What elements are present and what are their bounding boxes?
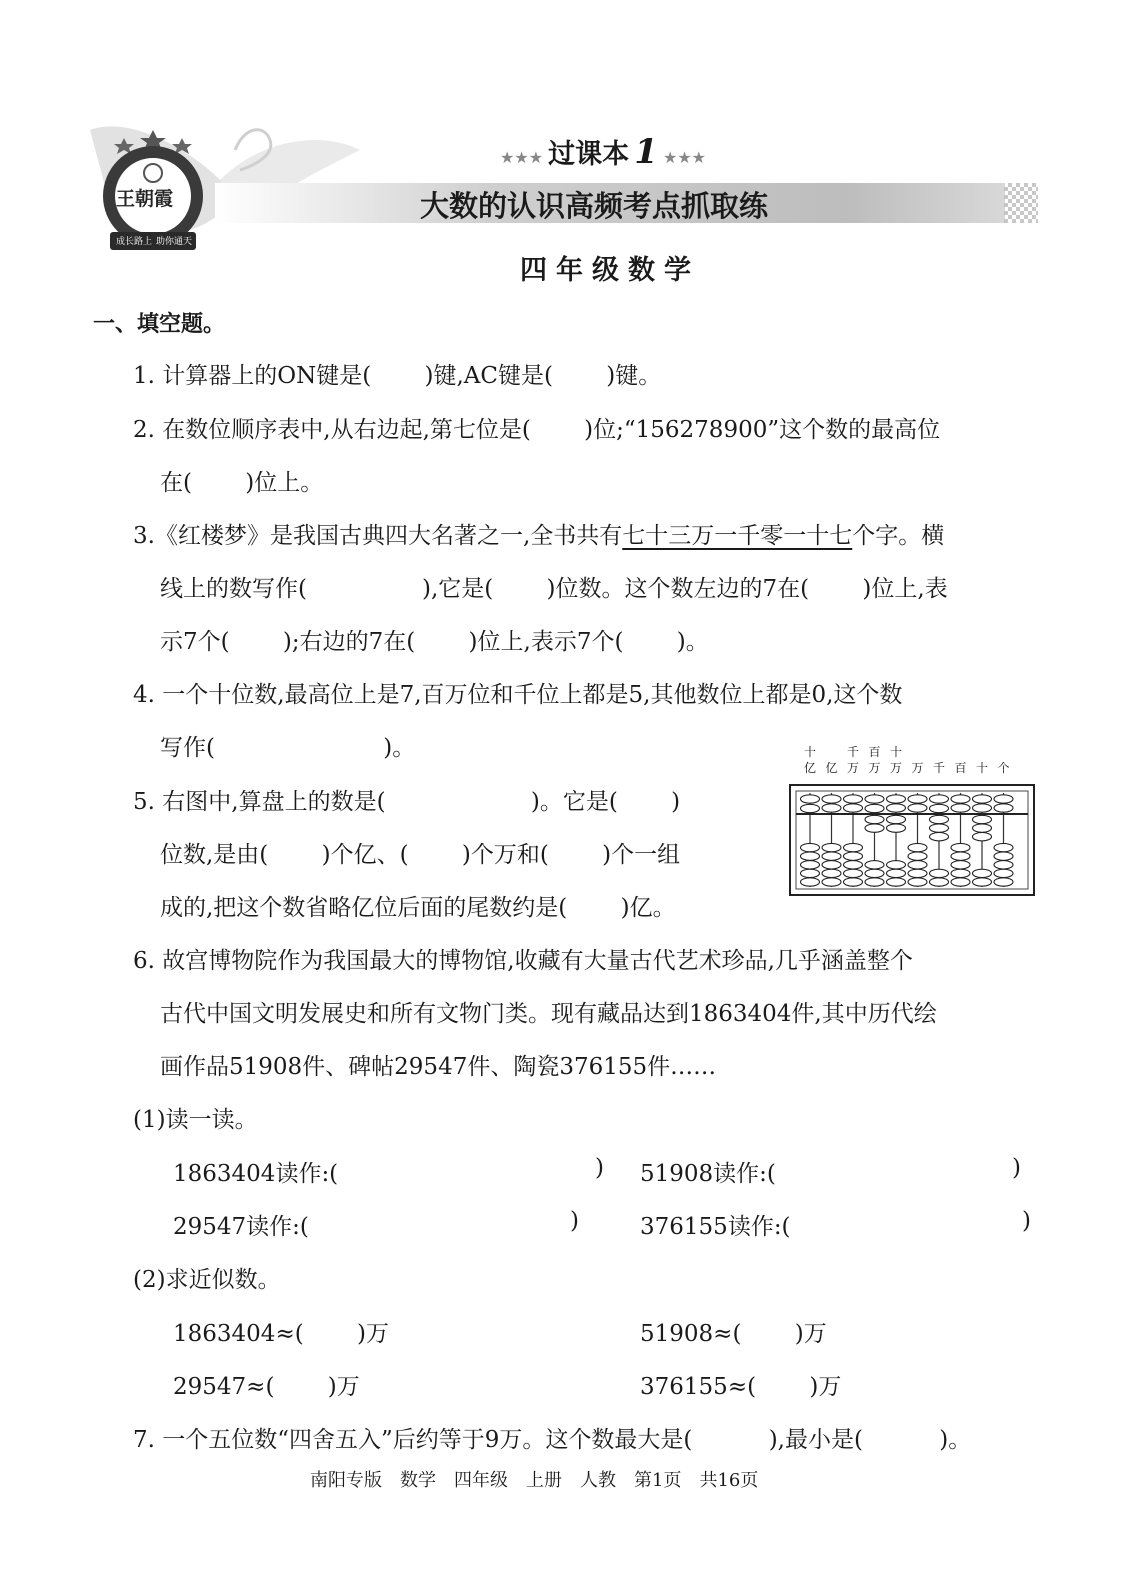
abacus-label-bottom: 亿 [825,761,838,775]
question-5-line-3: 成的,把这个数省略亿位后面的尾数约是( )亿。 [160,895,676,921]
page-footer: 南阳专版 数学 四年级 上册 人教 第1页 共16页 [310,1470,759,1491]
approx-item-4 [640,1368,841,1401]
abacus-bead [844,869,863,877]
page-title: 大数的认识高频考点抓取练 [420,189,769,223]
section-heading: 一、填空题。 [93,312,226,337]
abacus-bead [930,795,949,803]
abacus-bead [973,795,992,803]
abacus-bead [887,824,906,832]
approx-label: ≈( )万 [246,1374,360,1400]
abacus-bead [887,861,906,869]
abacus-bead [973,869,992,877]
read-item-3 [173,1208,309,1241]
abacus-bead [865,804,884,812]
stars-left-icon: ★★★ [500,148,544,167]
abacus-label-bottom: 万 [911,761,924,775]
abacus-bead [844,861,863,869]
abacus-bead [930,815,949,823]
read-label: 读作:( [275,1161,339,1187]
abacus-bead [994,878,1013,886]
read-number: 29547 [173,1214,247,1240]
sub-question-1: (1)读一读。 [133,1107,258,1133]
abacus-bead [951,843,970,851]
question-3-underlined: 七十三万一千零一十七 [622,523,853,549]
abacus-frame [788,783,1038,899]
abacus-bead [865,869,884,877]
abacus-label-top: 千 [847,745,860,759]
question-4-line-1: 4. 一个十位数,最高位上是7,百万位和千位上都是5,其他数位上都是0,这个数 [133,682,903,708]
abacus-bead [822,861,841,869]
abacus-bead [865,878,884,886]
abacus-bead [801,804,820,812]
logo-name: 王朝霞 [116,188,174,210]
abacus-bead [973,804,992,812]
approx-number: 1863404 [173,1321,276,1347]
question-6-line-3: 画作品51908件、碑帖29547件、陶瓷376155件…… [160,1054,717,1080]
abacus-bead [801,869,820,877]
approx-number: 376155 [640,1374,728,1400]
abacus-bead [973,815,992,823]
approx-label: ≈( )万 [713,1321,827,1347]
abacus-label-top: 百 [868,745,881,759]
abacus-bead [908,861,927,869]
series-heading [500,132,706,172]
abacus-bead [908,852,927,860]
abacus-bead [887,878,906,886]
approx-number: 29547 [173,1374,247,1400]
abacus-bead [865,815,884,823]
abacus-bead [973,833,992,841]
abacus-label-bottom: 万 [868,761,881,775]
abacus-bead [951,852,970,860]
abacus-bead [994,861,1013,869]
logo-ribbon-left: 成长路上 [116,237,153,247]
read-number: 51908 [640,1161,714,1187]
abacus-bead [973,878,992,886]
approx-item-2 [640,1315,827,1348]
grade-subject: 四年级数学 [520,255,700,286]
abacus-bead [994,804,1013,812]
abacus-bead [822,878,841,886]
abacus-bead [844,843,863,851]
read-close-4: ) [1022,1208,1031,1234]
abacus-label-top: 十 [890,745,903,759]
abacus-bead [908,843,927,851]
abacus-bead [908,795,927,803]
abacus-bead [930,804,949,812]
question-3-line-1 [133,517,944,550]
read-label: 读作:( [713,1161,776,1187]
read-item-1 [173,1155,338,1188]
abacus-bead [930,833,949,841]
question-6-line-2: 古代中国文明发展史和所有文物门类。现有藏品达到1863404件,其中历代绘 [160,1001,937,1027]
abacus-label-bottom: 十 [976,761,989,775]
abacus-bead [865,861,884,869]
abacus-bead [887,804,906,812]
abacus-bead [801,861,820,869]
question-4-line-2: 写作( )。 [160,735,416,761]
read-item-4 [640,1208,791,1241]
abacus-bead [801,843,820,851]
sub-question-2: (2)求近似数。 [133,1267,281,1293]
read-item-2 [640,1155,776,1188]
abacus-bead [887,869,906,877]
publisher-logo [96,128,210,258]
abacus-bead [951,861,970,869]
read-close-1: ) [595,1155,604,1181]
abacus-bead [994,869,1013,877]
abacus-bead [994,843,1013,851]
abacus-bead [822,804,841,812]
abacus-bead [994,795,1013,803]
abacus-bead [887,815,906,823]
abacus-bead [801,852,820,860]
abacus-bead [908,869,927,877]
abacus-bead [973,824,992,832]
question-1: 1. 计算器上的ON键是( )键,AC键是( )键。 [133,363,662,389]
abacus-bead [930,878,949,886]
question-3-text-b: 个字。横 [852,523,945,549]
question-5-line-2: 位数,是由( )个亿、( )个万和( )个一组 [160,842,681,868]
abacus-bead [951,878,970,886]
abacus-label-bottom: 万 [890,761,903,775]
question-2-line-1: 2. 在数位顺序表中,从右边起,第七位是( )位;“156278900”这个数的最高位 [133,417,941,443]
read-close-2: ) [1012,1155,1021,1181]
question-3-text-a: 3.《红楼梦》是我国古典四大名著之一,全书共有 [133,523,623,549]
approx-label: ≈( )万 [727,1374,842,1400]
abacus-label-top: 十 [804,745,817,759]
abacus-bead [844,852,863,860]
abacus-bead [908,804,927,812]
approx-item-3 [173,1368,360,1401]
abacus-bead [844,804,863,812]
stars-right-icon: ★★★ [662,148,707,167]
read-label: 读作:( [246,1214,309,1240]
abacus-bead [865,824,884,832]
read-close-3: ) [570,1208,579,1234]
abacus-bead [822,869,841,877]
logo-ribbon-right: 助你通天 [156,237,193,247]
abacus-bead [822,852,841,860]
abacus-label-bottom: 亿 [804,761,817,775]
question-5-line-1: 5. 右图中,算盘上的数是( )。它是( ) [133,789,681,815]
read-number: 1863404 [173,1161,276,1187]
abacus-bead [844,795,863,803]
abacus-bead [801,795,820,803]
question-7: 7. 一个五位数“四舍五入”后约等于9万。这个数最大是( ),最小是( )。 [133,1427,972,1453]
read-label: 读作:( [727,1214,791,1240]
abacus-label-bottom: 百 [954,761,967,775]
abacus-figure [788,745,1038,900]
approx-number: 51908 [640,1321,714,1347]
abacus-bead [822,843,841,851]
approx-item-1 [173,1315,389,1348]
abacus-bead [822,795,841,803]
abacus-bead [908,878,927,886]
question-2-line-2: 在( )位上。 [160,470,324,496]
approx-label: ≈( )万 [275,1321,389,1347]
question-6-line-1: 6. 故宫博物院作为我国最大的博物馆,收藏有大量古代艺术珍品,几乎涵盖整个 [133,948,913,974]
abacus-label-bottom: 个 [997,761,1010,775]
question-3-line-3: 示7个( );右边的7在( )位上,表示7个( )。 [160,629,709,655]
banner-checker-pattern [1004,183,1038,223]
series-number: 1 [634,132,658,172]
question-3-line-2: 线上的数写作( ),它是( )位数。这个数左边的7在( )位上,表 [160,576,948,602]
abacus-bead [844,878,863,886]
abacus-bead [951,804,970,812]
abacus-bead [951,795,970,803]
abacus-label-bottom: 千 [933,761,946,775]
abacus-bead [887,795,906,803]
abacus-bead [994,852,1013,860]
abacus-label-bottom: 万 [847,761,860,775]
abacus-bead [951,869,970,877]
series-label: 过课本 [548,139,630,170]
abacus-bead [930,869,949,877]
abacus-bead [930,824,949,832]
abacus-bead [865,795,884,803]
abacus-bead [801,878,820,886]
read-number: 376155 [640,1214,728,1240]
